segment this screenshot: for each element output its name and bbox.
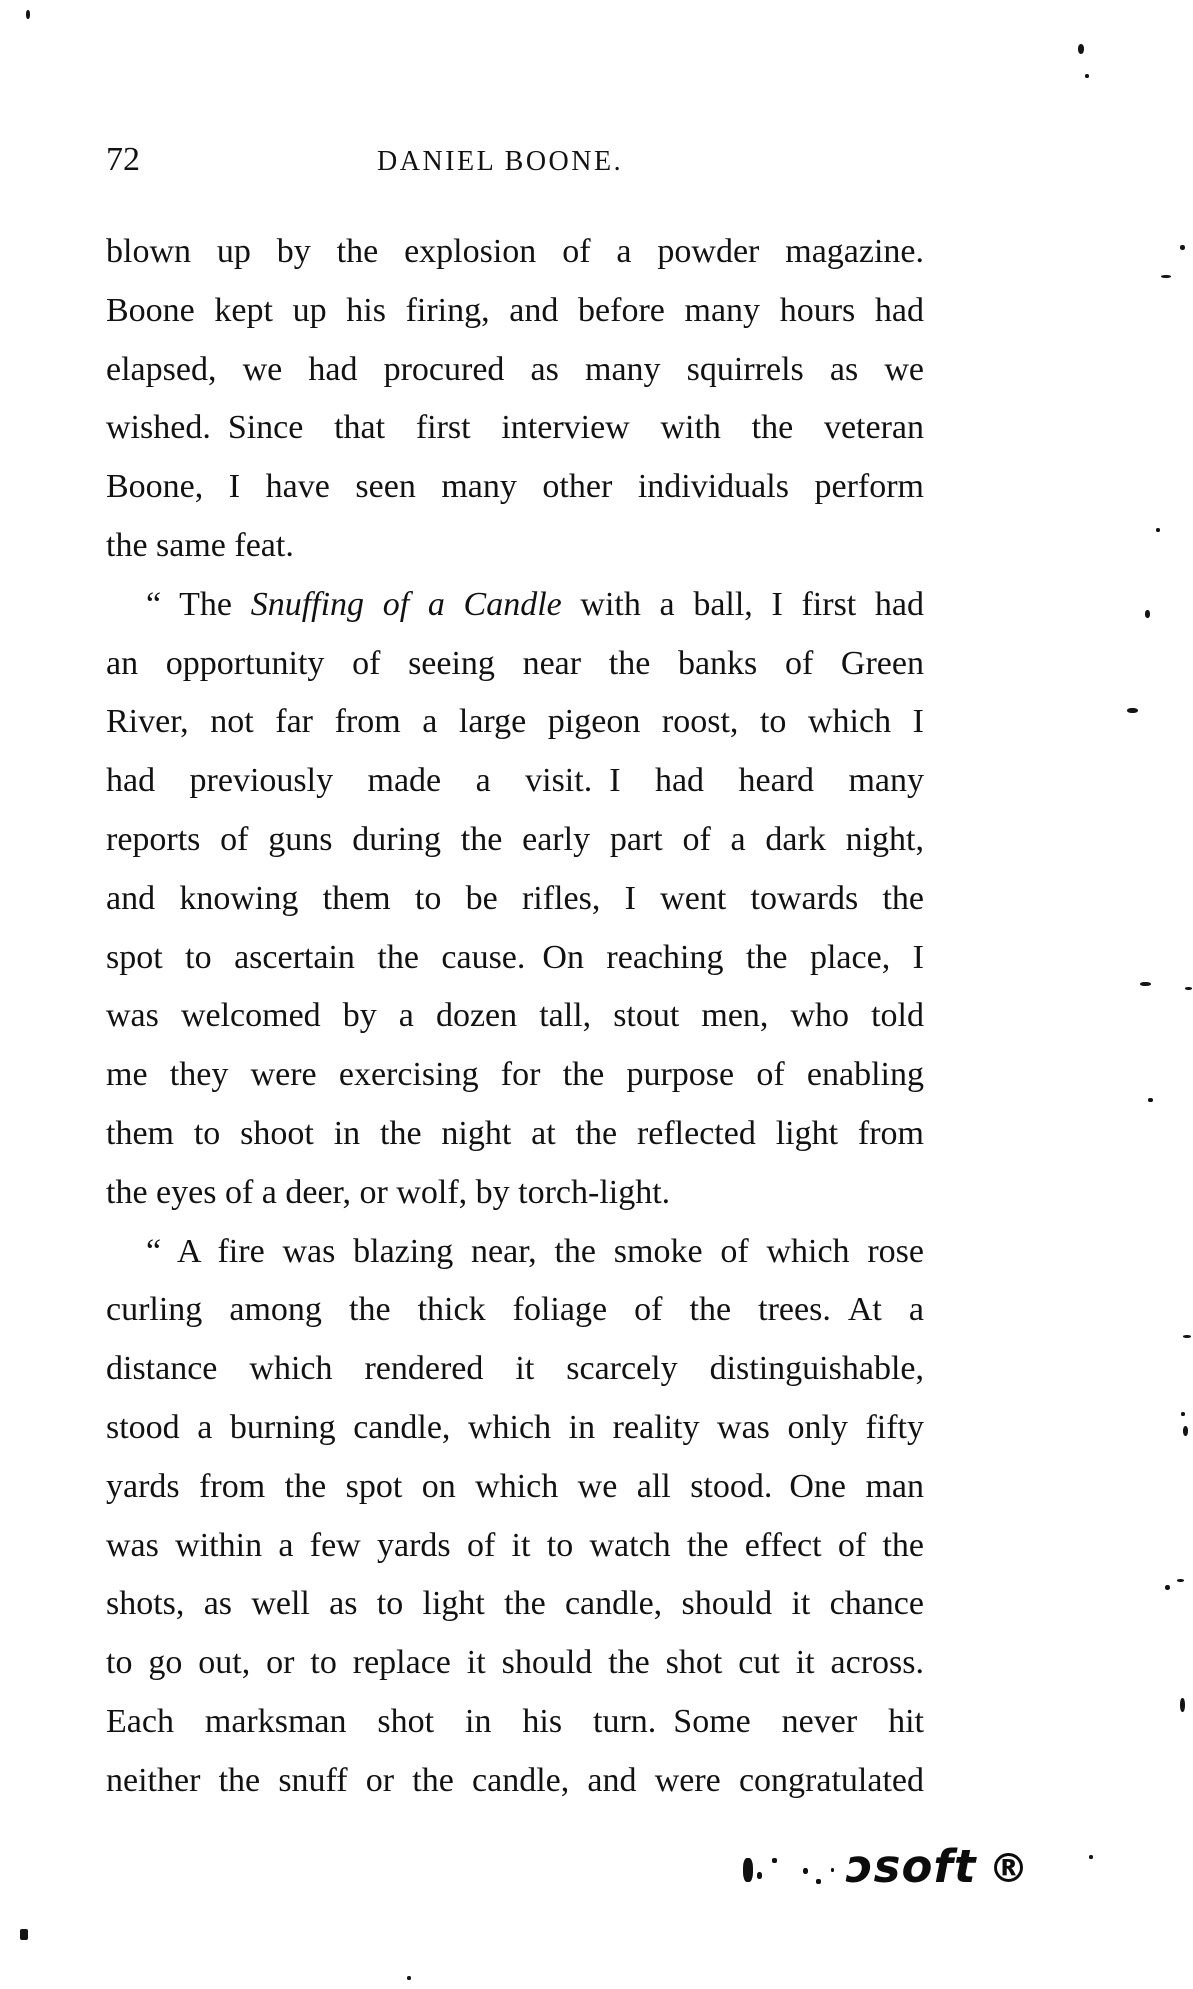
ink-speck xyxy=(1148,1098,1153,1102)
ink-speck xyxy=(1180,1698,1185,1712)
ink-speck xyxy=(1085,74,1089,78)
ink-speck xyxy=(1165,1585,1170,1590)
text-line: reports of guns during the early part of a dark night, xyxy=(106,820,924,858)
ink-speck xyxy=(1161,275,1171,278)
ink-speck xyxy=(1185,987,1192,990)
text-line: the same feat. xyxy=(106,526,294,564)
ink-speck xyxy=(1089,1855,1093,1859)
ink-speck xyxy=(1183,1426,1188,1436)
ink-speck xyxy=(26,10,30,19)
text-line: “ A fire was blazing near, the smoke of which rose xyxy=(146,1232,924,1270)
italic-phrase: Snuffing of a Candle xyxy=(250,585,562,623)
scanner-watermark xyxy=(846,1841,1028,1895)
watermark-fragment xyxy=(816,1879,821,1884)
ink-speck xyxy=(1177,1579,1184,1582)
text-line: distance which rendered it scarcely distinguishable, xyxy=(106,1350,924,1388)
page-number: 72 xyxy=(106,141,140,178)
ink-speck xyxy=(1183,1335,1191,1338)
text-line: Boone, I have seen many other individuals perform xyxy=(106,468,924,506)
watermark-fragment xyxy=(803,1868,808,1874)
text-line: shots, as well as to light the candle, should it chance xyxy=(106,1585,924,1623)
watermark-fragment xyxy=(757,1872,762,1879)
text-line: spot to ascertain the cause. On reaching the place, I xyxy=(106,938,924,976)
ink-speck xyxy=(407,1976,411,1980)
ink-speck xyxy=(1145,610,1150,618)
text-line: elapsed, we had procured as many squirrels as we xyxy=(106,350,924,388)
watermark-text: ɔsoft xyxy=(846,1840,977,1893)
body-text xyxy=(106,223,924,1811)
running-header: DANIEL BOONE. xyxy=(377,146,624,177)
text-line: the eyes of a deer, or wolf, by torch-light. xyxy=(106,1173,671,1211)
text-line: stood a burning candle, which in reality was only fifty xyxy=(106,1408,924,1446)
registered-mark-icon: ® xyxy=(988,1846,1029,1892)
text-line: neither the snuff or the candle, and were congratulated xyxy=(106,1761,924,1799)
quote-prefix: “ The xyxy=(146,585,251,623)
text-line: wished. Since that first interview with the veteran xyxy=(106,409,924,447)
text-line: an opportunity of seeing near the banks of Green xyxy=(106,644,924,682)
text-line: had previously made a visit. I had heard many xyxy=(106,762,924,800)
text-line: to go out, or to replace it should the shot cut it across. xyxy=(106,1644,924,1682)
text-line: River, not far from a large pigeon roost, to which I xyxy=(106,703,924,741)
line-suffix: with a ball, I first had xyxy=(561,585,924,623)
text-line xyxy=(106,576,924,635)
ink-speck xyxy=(1078,44,1084,54)
text-line: was within a few yards of it to watch the effect of the xyxy=(106,1526,924,1564)
text-line: me they were exercising for the purpose of enabling xyxy=(106,1056,924,1094)
text-line: was welcomed by a dozen tall, stout men, who told xyxy=(106,997,924,1035)
watermark-fragment xyxy=(743,1858,753,1882)
ink-speck xyxy=(1180,245,1185,250)
text-line: them to shoot in the night at the reflected light from xyxy=(106,1114,924,1152)
ink-speck xyxy=(1181,1412,1185,1416)
ink-speck xyxy=(1140,982,1151,986)
watermark-fragment xyxy=(831,1868,834,1872)
text-line: yards from the spot on which we all stood. One man xyxy=(106,1467,924,1505)
text-line: blown up by the explosion of a powder magazine. xyxy=(106,233,924,270)
text-line: curling among the thick foliage of the trees. At a xyxy=(106,1291,924,1329)
text-line: Each marksman shot in his turn. Some never hit xyxy=(106,1702,924,1740)
watermark-fragment xyxy=(772,1858,777,1863)
ink-speck xyxy=(20,1929,28,1940)
ink-speck xyxy=(1156,528,1160,532)
ink-speck xyxy=(1127,708,1138,713)
text-line: Boone kept up his firing, and before many hours had xyxy=(106,291,924,329)
text-line: and knowing them to be rifles, I went towards the xyxy=(106,879,924,917)
